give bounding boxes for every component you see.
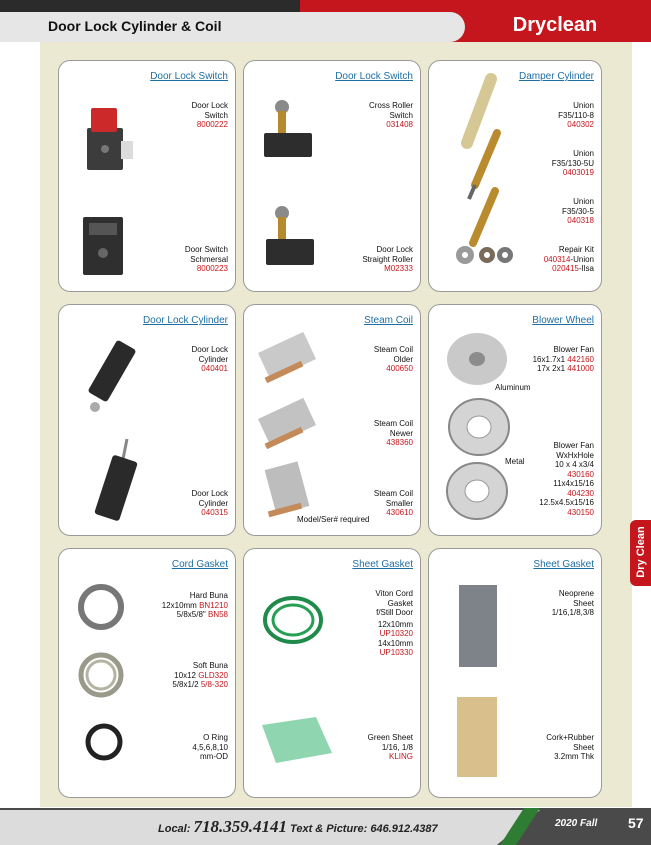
product-hard-buna	[162, 591, 228, 620]
product-code: 040401	[201, 364, 228, 373]
card-title[interactable]: Sheet Gasket	[533, 559, 594, 570]
fan-size-2	[533, 364, 594, 374]
card-title[interactable]: Door Lock Cylinder	[142, 315, 228, 326]
steam-coil-older-image	[254, 325, 320, 391]
product-union-f35-30	[562, 197, 594, 226]
text-label: Text & Picture:	[290, 823, 368, 835]
product-code: 020415	[552, 264, 579, 273]
product-steam-coil-older	[374, 345, 413, 374]
edition-label: 2020 Fall	[555, 818, 598, 829]
product-code: KLING	[388, 752, 413, 761]
product-code: UP10330	[379, 648, 413, 657]
product-label: Straight Roller	[362, 254, 413, 264]
product-code: 442160	[567, 354, 594, 364]
product-code: 430150	[567, 507, 594, 517]
product-viton-cord-gasket	[375, 589, 413, 658]
product-label: 5/8x1/2	[172, 680, 199, 689]
product-label: -Union	[570, 254, 594, 264]
product-label: Cork+Rubber	[546, 733, 594, 742]
card-sheet-gasket-2	[428, 548, 602, 798]
product-label: Soft Buna	[192, 661, 228, 670]
product-label: 5/8x5/8"	[176, 610, 206, 619]
product-green-sheet	[368, 733, 413, 762]
card-blower-wheel	[428, 304, 602, 536]
product-label: 12.5x4.5x15/16	[539, 498, 594, 507]
product-label: Switch	[389, 110, 413, 120]
damper-cylinder-image	[439, 73, 519, 273]
product-code: GLD320	[198, 670, 228, 680]
card-title[interactable]: Blower Wheel	[532, 315, 594, 326]
side-tab-label: Dry Clean	[635, 526, 647, 578]
product-label: 10 x 4 x3/4	[554, 460, 594, 469]
door-lock-cylinder-2-image	[79, 435, 149, 525]
product-label: Schmersal	[190, 254, 228, 264]
text-phone[interactable]: 646.912.4387	[370, 823, 438, 835]
product-code: 430160	[567, 469, 594, 479]
product-label: Newer	[389, 428, 413, 438]
card-door-lock-cylinder	[58, 304, 236, 536]
card-title[interactable]: Door Lock Switch	[150, 71, 228, 82]
metal-label: Metal	[505, 457, 525, 466]
product-label: Neoprene	[558, 589, 594, 598]
product-label: Gasket	[387, 598, 413, 608]
viton-cord-gasket-image	[258, 585, 328, 655]
local-phone[interactable]: 718.359.4141	[193, 817, 287, 836]
product-label: 12x10mm	[377, 619, 413, 629]
card-door-lock-switch-1	[58, 60, 236, 292]
product-door-lock-cylinder-2	[192, 489, 228, 518]
product-label: Sheet	[573, 742, 594, 752]
product-label: Steam Coil	[373, 345, 413, 354]
brand-title: Dryclean	[512, 14, 598, 36]
product-code: M02333	[384, 264, 413, 273]
product-code: 040314	[543, 254, 571, 264]
product-label: F35/30-5	[561, 206, 594, 216]
product-neoprene-sheet	[552, 589, 594, 618]
door-switch-image	[79, 213, 129, 279]
product-code: 441000	[567, 364, 594, 373]
product-label: F35/130-5U	[551, 158, 594, 168]
product-label: 12x10mm	[161, 600, 197, 610]
product-label: 1/16,1/8,3/8	[551, 608, 594, 617]
product-label: -Ilsa	[578, 264, 594, 273]
product-label: Older	[393, 354, 413, 364]
hard-buna-gasket-image	[73, 579, 129, 635]
product-steam-coil-newer	[374, 419, 413, 448]
product-code: 5/8-320	[200, 680, 228, 689]
neoprene-sheet-image	[457, 583, 501, 669]
card-title[interactable]: Cord Gasket	[171, 559, 228, 570]
product-code: 040318	[567, 216, 594, 225]
product-repair-kit	[544, 245, 594, 274]
soft-buna-size-2	[172, 680, 228, 690]
product-label: 17x 2x1	[537, 364, 566, 373]
card-title[interactable]: Damper Cylinder	[518, 71, 594, 82]
door-lock-cylinder-image	[79, 329, 149, 419]
model-serial-note: Model/Ser# required	[297, 515, 370, 524]
product-o-ring	[192, 733, 228, 762]
aluminum-label: Aluminum	[495, 383, 531, 392]
product-label: Switch	[204, 110, 228, 120]
product-door-switch	[185, 245, 228, 274]
product-label: Steam Coil	[373, 419, 413, 428]
product-label: 14x10mm	[377, 638, 413, 648]
card-sheet-gasket-1	[243, 548, 421, 798]
product-blower-fan-aluminum	[533, 345, 594, 374]
product-label: Repair Kit	[558, 245, 594, 254]
product-straight-roller	[362, 245, 413, 274]
product-union-f35-130	[552, 149, 594, 178]
product-label: f/Still Door	[376, 608, 413, 617]
product-label: Union	[573, 197, 594, 206]
product-code: 400650	[386, 364, 413, 373]
header-bar	[0, 0, 651, 42]
repair-kit-ilsa	[544, 264, 594, 274]
product-label: Door Lock	[376, 245, 413, 254]
page-number: 57	[628, 815, 644, 831]
door-lock-switch-image	[77, 103, 137, 173]
o-ring-image	[79, 717, 129, 767]
soft-buna-size-1	[172, 671, 228, 681]
product-door-lock-switch	[192, 101, 228, 130]
product-label: Smaller	[385, 498, 413, 508]
product-label: 3.2mm Thk	[554, 752, 594, 761]
product-label: Union	[573, 101, 594, 110]
card-title[interactable]: Steam Coil	[364, 315, 413, 326]
product-code: 0403019	[562, 168, 594, 177]
product-label: O Ring	[203, 733, 228, 742]
product-label: WxHxHole	[556, 450, 594, 460]
hard-buna-size-1	[162, 601, 228, 611]
product-label: 16x1.7x1	[532, 354, 566, 364]
card-door-lock-switch-2	[243, 60, 421, 292]
product-code: 404230	[567, 488, 594, 498]
product-label: Door Lock	[191, 489, 228, 498]
product-label: Door Lock	[191, 101, 228, 110]
product-code: 8000222	[196, 120, 228, 129]
product-blower-fan-metal	[539, 441, 594, 517]
straight-roller-switch-image	[262, 203, 322, 273]
product-label: 4,5,6,8,10	[192, 742, 228, 752]
aluminum-blower-fan-image	[445, 329, 511, 389]
product-code: 031408	[386, 120, 413, 129]
cork-rubber-sheet-image	[455, 695, 499, 779]
product-steam-coil-smaller	[374, 489, 413, 518]
product-label: Blower Fan	[553, 345, 594, 354]
product-code: BN58	[207, 610, 228, 619]
product-door-lock-cylinder-1	[192, 345, 228, 374]
product-label: Door Switch	[184, 245, 228, 254]
product-label: mm-OD	[200, 752, 228, 761]
product-label: Sheet	[573, 598, 594, 608]
product-cross-roller-switch	[369, 101, 413, 130]
product-label: Hard Buna	[189, 591, 228, 600]
product-label: Viton Cord	[375, 589, 413, 598]
card-steam-coil	[243, 304, 421, 536]
product-label: Blower Fan	[553, 441, 594, 450]
section-title: Door Lock Cylinder & Coil	[48, 18, 222, 34]
soft-buna-gasket-image	[73, 647, 129, 703]
product-label: Union	[573, 149, 594, 158]
card-title[interactable]: Sheet Gasket	[352, 559, 413, 570]
product-code: 8000223	[196, 264, 228, 273]
product-label: Cylinder	[198, 354, 228, 364]
product-label: 1/16, 1/8	[381, 742, 413, 752]
dry-clean-side-tab[interactable]	[630, 520, 651, 586]
local-label: Local:	[158, 823, 191, 835]
product-code: 430610	[386, 508, 413, 517]
product-label: 10x12	[174, 670, 196, 680]
product-code: BN1210	[199, 600, 228, 610]
product-code: UP10320	[379, 629, 413, 638]
product-code: 040302	[567, 120, 594, 129]
product-soft-buna	[172, 661, 228, 690]
product-label: Cross Roller	[368, 101, 413, 110]
fan-size-1	[533, 355, 594, 365]
card-cord-gasket	[58, 548, 236, 798]
product-label: Cylinder	[198, 498, 228, 508]
green-sheet-image	[256, 709, 336, 769]
footer-contact	[158, 817, 438, 837]
product-cork-rubber-sheet	[546, 733, 594, 762]
repair-kit-union	[544, 255, 594, 265]
cross-roller-switch-image	[260, 97, 320, 165]
product-label: Steam Coil	[373, 489, 413, 498]
steam-coil-newer-image	[254, 391, 320, 455]
product-code: 040315	[201, 508, 228, 517]
product-union-f35-110	[558, 101, 594, 130]
product-label: Green Sheet	[367, 733, 413, 742]
card-title[interactable]: Door Lock Switch	[335, 71, 413, 82]
product-code: 438360	[386, 438, 413, 447]
product-label: 11x4x15/16	[553, 479, 594, 488]
product-label: Door Lock	[191, 345, 228, 354]
hard-buna-size-2	[162, 610, 228, 620]
product-label: F35/110-8	[558, 110, 594, 120]
card-damper-cylinder	[428, 60, 602, 292]
